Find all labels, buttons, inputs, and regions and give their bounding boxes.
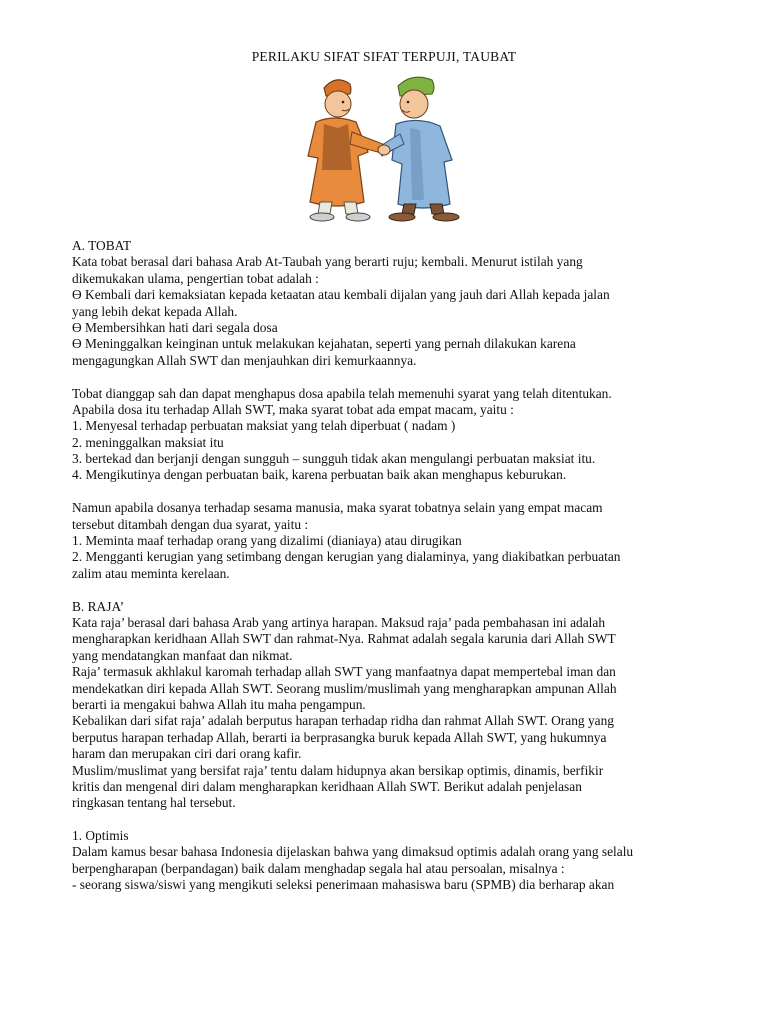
text-line: yang lebih dekat kepada Allah.	[72, 303, 238, 319]
text-line: dikemukakan ulama, pengertian tobat adalah :	[72, 270, 319, 286]
text-line: Muslim/muslimat yang bersifat raja’ tentu dalam hidupnya akan bersikap optimis, dinamis, berfikir	[72, 762, 604, 778]
text-line: mendekatkan diri kepada Allah SWT. Seorang muslim/muslimah yang mengharapkan ampunan Allah	[72, 680, 617, 696]
text-line: 3. bertekad dan berjanji dengan sungguh – sungguh tidak akan mengulangi perbuatan maksiat itu.	[72, 451, 596, 467]
blank-line	[72, 582, 712, 598]
text-line: 4. Mengikutinya dengan perbuatan baik, karena perbuatan baik akan menghapus keburukan.	[72, 467, 567, 483]
text-line: yang mendatangkan manfaat dan nikmat.	[72, 647, 293, 663]
text-line: 1. Meminta maaf terhadap orang yang dizalimi (dianiaya) atau dirugikan	[72, 533, 462, 549]
text-line: A. TOBAT	[72, 238, 132, 253]
text-line: kritis dan mengenal diri dalam mengharapkan keridhaan Allah SWT. Berikut adalah penjelasan	[72, 778, 582, 794]
two-boys-handshake-illustration	[272, 70, 504, 222]
text-line: Kebalikan dari sifat raja’ adalah berputus harapan terhadap ridha dan rahmat Allah SWT. Orang yang	[72, 713, 614, 729]
text-line: Kata raja’ berasal dari bahasa Arab yang artinya harapan. Maksud raja’ pada pembahasan ini adalah	[72, 614, 606, 630]
text-line: 2. meninggalkan maksiat itu	[72, 434, 224, 450]
text-line: zalim atau meminta kerelaan.	[72, 565, 230, 581]
text-line: ringkasan tentang hal tersebut.	[72, 795, 236, 811]
text-line: 1. Menyesal terhadap perbuatan maksiat yang telah diperbuat ( nadam )	[72, 418, 456, 434]
text-line: mengagungkan Allah SWT dan menjauhkan diri kemurkaannya.	[72, 352, 417, 368]
text-line: Kata tobat berasal dari bahasa Arab At-Taubah yang berarti ruju; kembali. Menurut istilah yang	[72, 254, 583, 270]
text-line: Raja’ termasuk akhlakul karomah terhadap allah SWT yang manfaatnya dapat mempertebal iman dan	[72, 664, 616, 680]
text-line: - seorang siswa/siswi yang mengikuti seleksi penerimaan mahasiswa baru (SPMB) dia berharap akan	[72, 877, 615, 893]
text-line: Namun apabila dosanya terhadap sesama manusia, maka syarat tobatnya selain yang empat macam	[72, 500, 603, 516]
document-body	[72, 238, 712, 894]
text-line: berarti ia mengakui bahwa Allah itu maha pengampun.	[72, 696, 366, 712]
text-line: tersebut ditambah dengan dua syarat, yaitu :	[72, 516, 309, 532]
text-line: mengharapkan keridhaan Allah SWT dan rahmat-Nya. Rahmat adalah segala karunia dari Allah SWT	[72, 631, 616, 647]
text-line: B. RAJA’	[72, 598, 125, 614]
text-line: berputus harapan terhadap Allah, berarti ia berprasangka buruk kepada Allah SWT, yang hukumnya	[72, 729, 607, 745]
text-line: berpengharapan (berpandagan) baik dalam menghadap segala hal atau persoalan, misalnya :	[72, 860, 565, 876]
text-line: Dalam kamus besar bahasa Indonesia dijelaskan bahwa yang dimaksud optimis adalah orang yang selalu	[72, 844, 634, 860]
blank-line	[72, 369, 712, 385]
text-line: ϴ Membersihkan hati dari segala dosa	[72, 319, 278, 335]
text-line: Apabila dosa itu terhadap Allah SWT, maka syarat tobat ada empat macam, yaitu :	[72, 401, 514, 417]
blank-line	[72, 484, 712, 500]
text-line: ϴ Kembali dari kemaksiatan kepada ketaatan atau kembali dijalan yang jauh dari Allah kepada jalan	[72, 287, 610, 303]
text-line: ϴ Meninggalkan keinginan untuk melakukan kejahatan, seperti yang pernah dilakukan karena	[72, 336, 576, 352]
text-line: haram dan merupakan ciri dari orang kafir.	[72, 746, 302, 762]
blank-line	[72, 812, 712, 828]
text-line: 1. Optimis	[72, 828, 129, 844]
document-title: PERILAKU SIFAT SIFAT TERPUJI, TAUBAT	[251, 49, 517, 64]
text-line: Tobat dianggap sah dan dapat menghapus dosa apabila telah memenuhi syarat yang telah ditentukan.	[72, 385, 612, 401]
text-line: 2. Mengganti kerugian yang setimbang dengan kerugian yang dialaminya, yang diakibatkan perbuatan	[72, 549, 621, 565]
